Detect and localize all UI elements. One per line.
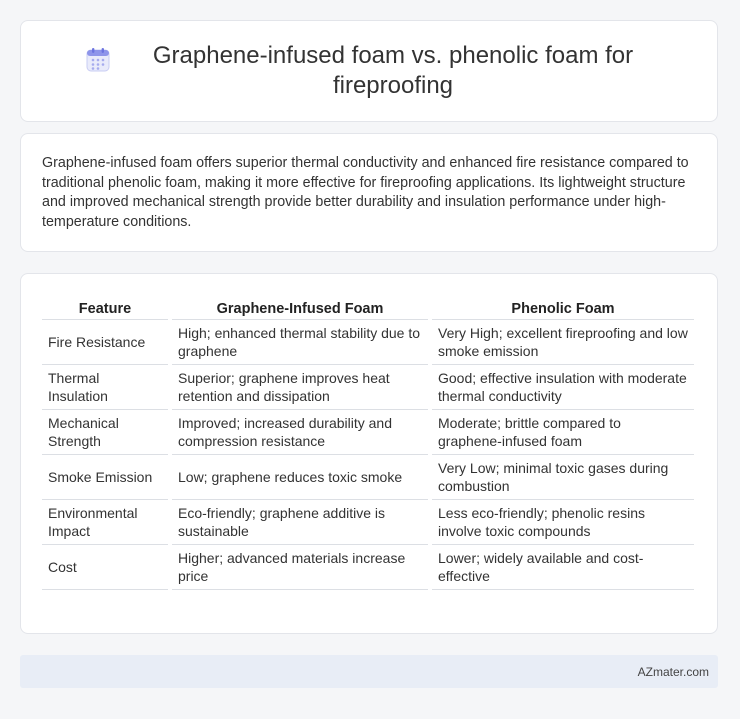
graphene-cell: Higher; advanced materials increase price [172,545,428,590]
graphene-cell: Low; graphene reduces toxic smoke [172,455,428,500]
title-row [69,41,669,101]
table-row [42,545,694,590]
feature-cell: Thermal Insulation [42,365,168,410]
feature-cell: Smoke Emission [42,455,168,500]
table-row [42,410,694,455]
comparison-table-card [20,273,718,634]
phenolic-cell: Lower; widely available and cost-effective [432,545,694,590]
feature-cell: Cost [42,545,168,590]
graphene-cell: Eco-friendly; graphene additive is sustainable [172,500,428,545]
phenolic-cell: Less eco-friendly; phenolic resins involve toxic compounds [432,500,694,545]
phenolic-cell: Very Low; minimal toxic gases during combustion [432,455,694,500]
header-feature: Feature [42,295,168,320]
feature-cell: Fire Resistance [42,320,168,365]
summary-text: Graphene-infused foam offers superior thermal conductivity and enhanced fire resistance compared to traditional phenolic foam, making it more effective for fireproofing applications. Its lightweight structure and improved mechanical strength provide better durability and insulation performance under high-temperature conditions. [42,155,689,230]
graphene-cell: Improved; increased durability and compression resistance [172,410,428,455]
graphene-cell: High; enhanced thermal stability due to graphene [172,320,428,365]
table-row [42,455,694,500]
table-row [42,500,694,545]
phenolic-cell: Very High; excellent fireproofing and low smoke emission [432,320,694,365]
footer-bar [20,655,718,688]
summary-card [20,133,718,252]
feature-cell: Environmental Impact [42,500,168,545]
table-row [42,365,694,410]
table-row [42,320,694,365]
title-card [20,20,718,122]
footer-brand: AZmater.com [637,664,709,679]
phenolic-cell: Good; effective insulation with moderate thermal conductivity [432,365,694,410]
calendar-icon [85,47,111,73]
table-header-row [42,295,694,320]
page-title: Graphene-infused foam vs. phenolic foam for fireproofing [152,42,634,99]
graphene-cell: Superior; graphene improves heat retention and dissipation [172,365,428,410]
header-phenolic-foam: Phenolic Foam [432,295,694,320]
feature-cell: Mechanical Strength [42,410,168,455]
phenolic-cell: Moderate; brittle compared to graphene-infused foam [432,410,694,455]
comparison-table [38,295,698,590]
header-graphene-foam: Graphene-Infused Foam [172,295,428,320]
